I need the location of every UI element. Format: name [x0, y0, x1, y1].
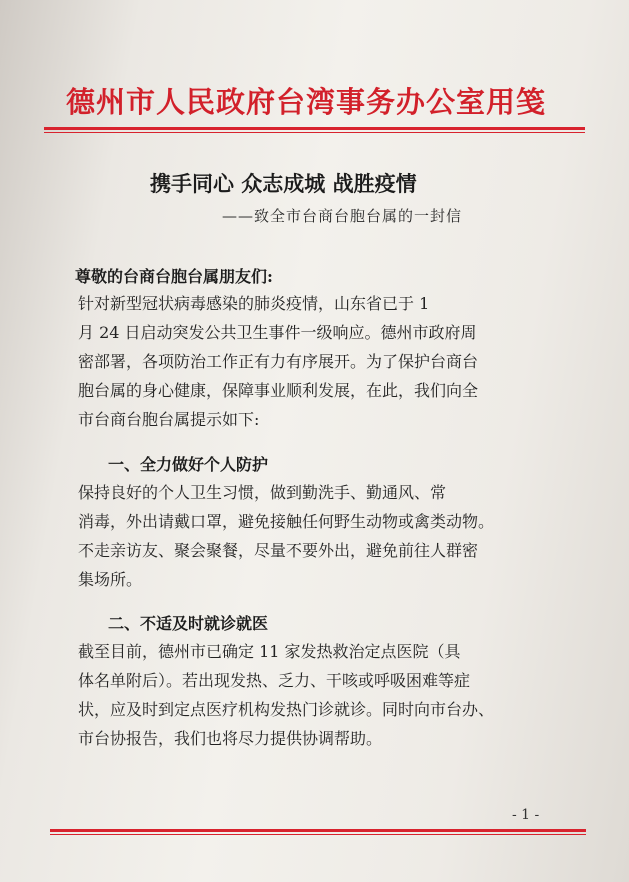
paragraph-intro — [78, 289, 556, 434]
letterhead-title: 德州市人民政府台湾事务办公室用笺 — [65, 85, 546, 119]
text-line: 不走亲访友、聚会聚餐，尽量不要外出，避免前往人群密 — [78, 541, 479, 560]
paragraph-medical — [78, 637, 556, 753]
text-line: 截至目前，德州市已确定 11 家发热救治定点医院（具 — [78, 642, 461, 661]
text-line: 胞台属的身心健康，保障事业顺利发展，在此，我们向全 — [78, 381, 479, 400]
text-line: 密部署，各项防治工作正有力有序展开。为了保护台商台 — [78, 352, 479, 371]
text-line: 保持良好的个人卫生习惯，做到勤洗手、勤通风、常 — [78, 483, 447, 502]
text-line: 月 24 日启动突发公共卫生事件一级响应。德州市政府周 — [78, 323, 477, 342]
text-line: 集场所。 — [78, 570, 143, 589]
text-line: 消毒，外出请戴口罩，避免接触任何野生动物或禽类动物。 — [78, 512, 495, 531]
paragraph-protection — [78, 478, 556, 594]
section-heading-protection: 一、全力做好个人防护 — [108, 455, 269, 474]
letter-subtitle: ——致全市台商台胞台属的一封信 — [222, 207, 463, 225]
letter-title: 携手同心 众志成城 战胜疫情 — [150, 171, 417, 196]
text-line: 市台商台胞台属提示如下: — [78, 410, 260, 429]
footer-rule-thick — [50, 829, 586, 832]
letterhead-rule-thin — [44, 132, 585, 133]
section-heading-medical: 二、不适及时就诊就医 — [108, 614, 269, 633]
salutation: 尊敬的台商台胞台属朋友们: — [75, 267, 273, 286]
letterhead-rule-thick — [44, 127, 585, 130]
page-number: - 1 - — [512, 807, 540, 823]
text-line: 体名单附后）。若出现发热、乏力、干咳或呼吸困难等症 — [78, 671, 471, 690]
text-line: 状，应及时到定点医疗机构发热门诊就诊。同时向市台办、 — [78, 700, 495, 719]
footer-rule-thin — [50, 834, 586, 835]
text-line: 针对新型冠状病毒感染的肺炎疫情，山东省已于 1 — [78, 294, 430, 313]
text-line: 市台协报告，我们也将尽力提供协调帮助。 — [78, 729, 383, 748]
